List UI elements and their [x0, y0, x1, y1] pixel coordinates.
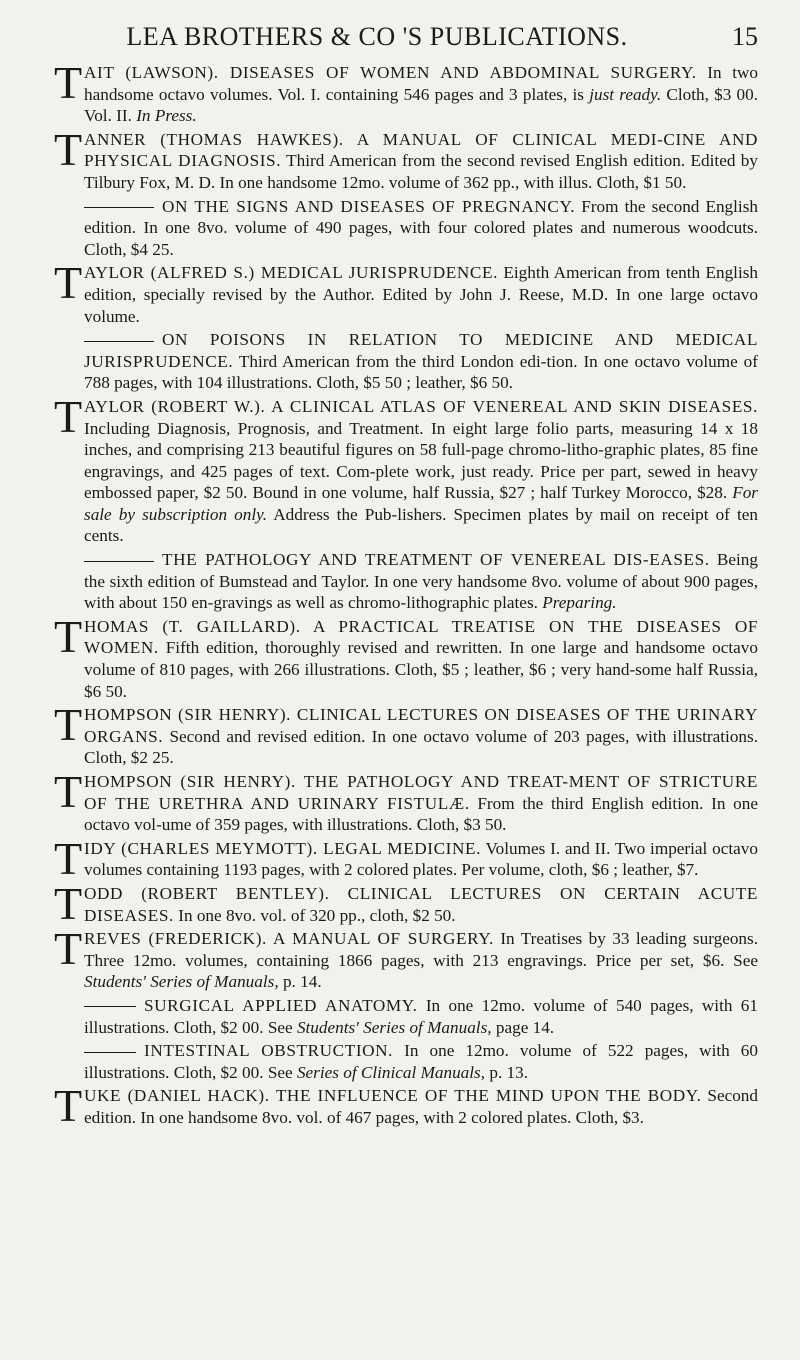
entry-text2: p. 13. — [485, 1062, 529, 1082]
entry-taylor-alfred — [54, 257, 758, 327]
entry-tidy — [54, 832, 758, 884]
entry-text: From the third English edition. In one octavo vol-ume of 359 pages, with illustrations. Cloth, $3 50. — [84, 793, 758, 835]
entry-italic: Students' Series of Manuals, — [296, 1017, 492, 1037]
entry-text: Being the sixth edition of Bumstead and Taylor. In one very handsome 8vo. volume of about 900 pages, with about 150 en-gravings as well as chromo-lithographic plates. — [84, 550, 758, 613]
entry-thompson-urinary — [54, 699, 758, 769]
ditto-rule — [84, 1006, 136, 1007]
entry-italic: Students' Series of Manuals, — [84, 972, 279, 992]
entry-tanner-pregnancy — [56, 196, 758, 261]
drop-initial: T — [54, 766, 83, 817]
entry-tait — [54, 57, 759, 127]
entry-heading: AYLOR (ALFRED S.) MEDICAL JURISPRUDENCE. — [84, 263, 498, 283]
drop-initial: T — [54, 610, 83, 662]
entry-heading: ANNER (THOMAS HAWKES). A MANUAL OF CLINICAL MEDI-CINE AND PHYSICAL DIAGNOSIS. — [84, 129, 758, 171]
entry-heading: HOMPSON (SIR HENRY). THE PATHOLOGY AND TREAT-MENT OF STRICTURE OF THE URETHRA AND URINARY FISTULÆ. — [84, 772, 758, 813]
drop-initial: T — [54, 1080, 83, 1132]
page-number: 15 — [732, 22, 758, 51]
ditto-rule — [84, 341, 154, 342]
drop-initial: T — [54, 57, 83, 108]
drop-initial: T — [54, 123, 83, 175]
entry-italic: Preparing. — [542, 593, 617, 613]
entry-heading: ON THE SIGNS AND DISEASES OF PREGNANCY. — [162, 196, 576, 216]
entry-text2: Cloth, $3 00. Vol. II. — [84, 84, 759, 126]
entry-tanner — [54, 123, 758, 194]
entry-treves-obstruction — [56, 1040, 758, 1083]
entry-heading: HOMAS (T. GAILLARD). A PRACTICAL TREATISE ON THE DISEASES OF WOMEN. — [84, 616, 758, 658]
entry-heading: IDY (CHARLES MEYMOTT). LEGAL MEDICINE. — [84, 838, 481, 858]
entry-heading: ODD (ROBERT BENTLEY). CLINICAL LECTURES ON CERTAIN ACUTE DISEASES. — [84, 883, 758, 925]
drop-initial: T — [54, 923, 83, 975]
entry-italic2: In Press. — [136, 106, 197, 126]
entry-text: In one 12mo. volume of 540 pages, with 61 illustrations. Cloth, $2 00. See — [84, 995, 758, 1037]
entry-italic: Series of Clinical Manuals, — [296, 1062, 486, 1082]
entry-text: Third American from the second revised English edition. Edited by Tilbury Fox, M. D. In one handsome 12mo. volume of 362 pp., with illus. Cloth, $1 50. — [84, 151, 758, 192]
entry-heading: HOMPSON (SIR HENRY). CLINICAL LECTURES ON DISEASES OF THE URINARY ORGANS. — [84, 705, 758, 746]
entry-heading: AYLOR (ROBERT W.). A CLINICAL ATLAS OF VENEREAL AND SKIN DISEASES. — [84, 396, 758, 416]
entry-heading: UKE (DANIEL HACK). THE INFLUENCE OF THE MIND UPON THE BODY. — [84, 1086, 702, 1106]
entry-text: Eighth American from tenth English edition, specially revised by the Author. Edited by John J. Reese, M.D. In one large octavo volume. — [84, 263, 758, 326]
entry-text: From the second English edition. In one 8vo. volume of 490 pages, with four colored plates and numerous woodcuts. Cloth, $4 25. — [84, 196, 758, 259]
drop-initial: T — [54, 390, 83, 442]
entry-text: In one 8vo. vol. of 320 pp., cloth, $2 50. — [173, 905, 456, 925]
drop-initial: T — [54, 832, 83, 884]
drop-initial: T — [54, 257, 83, 309]
entry-text: In two handsome octavo volumes. Vol. I. containing 546 pages and 3 plates, is — [84, 63, 758, 104]
running-header — [56, 22, 758, 62]
entry-heading: SURGICAL APPLIED ANATOMY. — [144, 995, 418, 1015]
entry-text: Third American from the third London edi-tion. In one octavo volume of 788 pages, with 104 illustrations. Cloth, $5 50 ; leather, $6 50. — [84, 351, 758, 393]
entry-heading: AIT (LAWSON). DISEASES OF WOMEN AND ABDOMINAL SURGERY. — [84, 63, 697, 82]
entry-taylor-venereal — [56, 549, 758, 614]
entry-treves-anatomy — [56, 995, 758, 1038]
entry-taylor-poisons — [56, 329, 758, 394]
drop-initial: T — [54, 699, 83, 751]
ditto-rule — [84, 561, 154, 562]
entry-heading: ON POISONS IN RELATION TO MEDICINE AND MEDICAL JURISPRUDENCE. — [84, 330, 758, 371]
entry-thomas — [54, 610, 758, 702]
ditto-rule — [84, 207, 154, 208]
entry-text2: p. 14. — [278, 972, 322, 992]
entry-taylor-robert — [54, 390, 758, 547]
entry-text: Second edition. In one handsome 8vo. vol. of 467 pages, with 2 colored plates. Cloth, $3. — [84, 1086, 758, 1127]
entry-heading: REVES (FREDERICK). A MANUAL OF SURGERY. — [84, 929, 494, 949]
entry-todd — [54, 877, 758, 929]
entry-text2: Address the Pub-lishers. Specimen plates by mail on receipt of ten cents. — [84, 504, 758, 546]
running-title: LEA BROTHERS & CO 'S PUBLICATIONS. — [126, 22, 628, 51]
entry-text2: page 14. — [491, 1017, 555, 1037]
entry-text: In Treatises by 33 leading surgeons. Three 12mo. volumes, containing 1866 pages, with 213 engravings. Price per set, $6. See — [84, 929, 758, 970]
entry-heading: THE PATHOLOGY AND TREATMENT OF VENEREAL DIS-EASES. — [162, 550, 710, 570]
entry-text: Fifth edition, thoroughly revised and rewritten. In one large and handsome octavo volume of 810 pages, with 266 illustrations. Cloth, $5 ; leather, $6 ; very hand-some half Russia, $6 50. — [84, 638, 758, 701]
entry-italic: just ready. — [589, 84, 662, 104]
entry-text: Including Diagnosis, Prognosis, and Treatment. In eight large folio parts, measuring 14 x 18 inches, and comprising 213 beautiful figures on 58 full-page chromo-litho-graphic plates, 85 fine engravings, and 425 pages of text. Com-plete work, just ready. Price per part, sewed in heavy embossed paper, $2 50. Bound in one volume, half Russia, $27 ; half Turkey Morocco, $28. — [84, 418, 758, 503]
entry-thompson-stricture — [54, 766, 758, 836]
entry-tuke — [54, 1080, 758, 1132]
drop-initial: T — [54, 877, 83, 929]
entry-heading: INTESTINAL OBSTRUCTION. — [144, 1041, 394, 1061]
entry-text: Second and revised edition. In one octavo volume of 203 pages, with illustrations. Cloth, $2 25. — [84, 726, 758, 768]
entry-text: Volumes I. and II. Two imperial octavo volumes containing 1193 pages, with 2 colored plates. Per volume, cloth, $6 ; leather, $7. — [84, 838, 758, 880]
entry-italic: For sale by subscription only. — [84, 483, 758, 524]
entry-text: In one 12mo. volume of 522 pages, with 60 illustrations. Cloth, $2 00. See — [84, 1041, 758, 1082]
entry-treves — [54, 923, 758, 993]
ditto-rule — [84, 1052, 136, 1053]
